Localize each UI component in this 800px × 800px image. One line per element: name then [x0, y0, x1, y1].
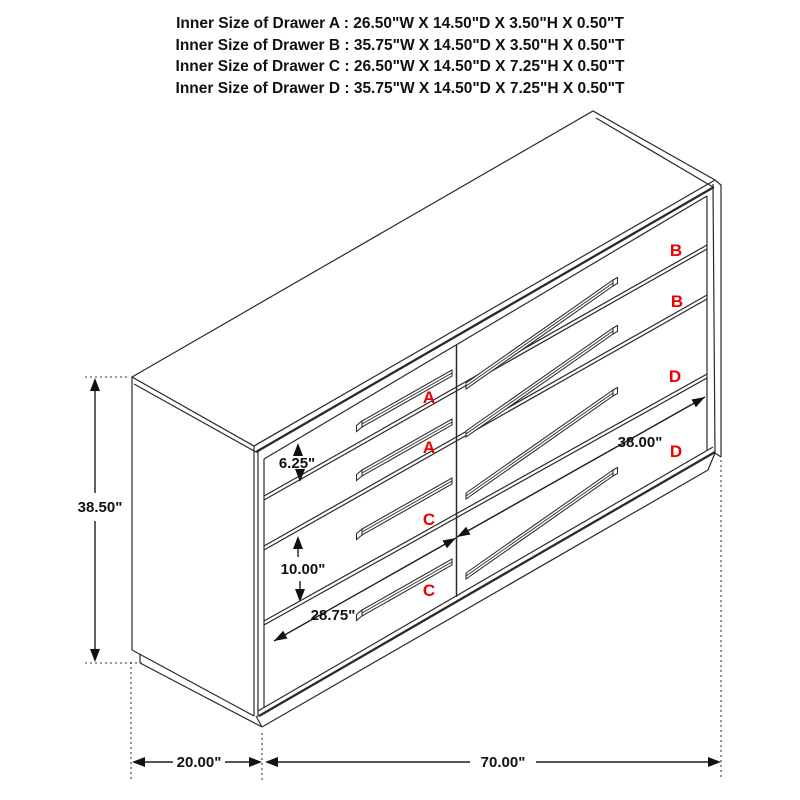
arrowhead-upper-right	[443, 538, 457, 548]
handle-end-cap	[357, 529, 363, 540]
cabinet-front-face	[258, 180, 721, 727]
drawer-inner-size-list	[0, 13, 800, 99]
handle-end-cap	[613, 468, 618, 477]
handle-midline	[466, 393, 613, 496]
handle-midline	[466, 283, 613, 386]
bottom-edge-thick	[259, 452, 715, 716]
drawer-a-size-text: Inner Size of Drawer A : 26.50"W X 14.50"D X 3.50"H X 0.50"T	[176, 15, 624, 32]
row-boundary-3b	[264, 378, 707, 625]
arrowhead-up	[90, 378, 100, 391]
handle-midline	[362, 373, 452, 424]
front-right-edge	[713, 184, 715, 453]
drawer-b-size-text: Inner Size of Drawer B : 35.75"W X 14.50"D X 3.50"H X 0.50"T	[175, 36, 625, 54]
drawer-label-c-bottom: C	[422, 581, 436, 600]
handle-end-cap	[613, 326, 618, 335]
handle-midline	[466, 331, 613, 434]
drawer-label-b-top: B	[669, 241, 683, 260]
small-drawer-height-text: 6.25"	[278, 455, 316, 472]
bottom-edge-upper	[258, 447, 713, 711]
handle-end-cap	[357, 470, 363, 481]
arrowhead-lower-left	[457, 527, 471, 537]
arrowhead-down	[90, 649, 100, 662]
side-bottom-edge	[132, 650, 254, 716]
row-boundary-2b	[264, 299, 707, 550]
drawer-label-a-bottom: A	[422, 438, 436, 457]
handle-end-cap	[357, 421, 363, 432]
arrowhead-upper-right	[692, 397, 706, 407]
left-drawer-width-text: 28.75"	[310, 607, 356, 624]
handle-drawer-a-bottom	[357, 419, 453, 481]
top-lip-right	[596, 118, 713, 187]
arrowhead-left	[265, 757, 278, 767]
depth-dimension-text: 20.00"	[176, 754, 222, 771]
right-drawer-width-text: 38.00"	[617, 434, 663, 451]
arrowhead-left	[132, 757, 145, 767]
plinth-side-bottom	[140, 663, 262, 727]
drawer-c-size-text: Inner Size of Drawer C : 26.50"W X 14.50"D X 7.25"H X 0.50"T	[175, 58, 625, 75]
handle-drawer-c-top	[357, 478, 453, 540]
handle-end-cap	[613, 388, 618, 397]
arrowhead-lower-left	[274, 631, 288, 641]
drawer-label-d-bottom: D	[669, 442, 683, 461]
right-side-sliver	[715, 180, 721, 457]
handle-end-cap	[357, 610, 363, 621]
drawer-d-size-text: Inner Size of Drawer D : 35.75"W X 14.50"D X 7.25"H X 0.50"T	[175, 79, 625, 97]
height-dimension-text: 38.50"	[77, 499, 123, 516]
dimension-large-drawer-height	[281, 536, 326, 602]
top-lip-left	[134, 384, 256, 452]
dimension-depth	[131, 662, 262, 780]
drawer-handles	[357, 278, 618, 621]
right-bottom-corner	[715, 453, 721, 457]
handle-end-cap	[613, 278, 618, 287]
large-drawer-height-text: 10.00"	[280, 561, 326, 578]
handle-midline	[362, 562, 452, 613]
drawer-label-d-top: D	[668, 367, 682, 386]
arrowhead-right	[708, 757, 721, 767]
arrowhead-down	[295, 589, 305, 602]
handle-drawer-d-bottom	[466, 468, 618, 580]
arrowhead-up	[293, 536, 303, 549]
dimension-small-drawer-height	[279, 443, 315, 482]
arrowhead-right	[249, 757, 262, 767]
drawer-label-a-top: A	[422, 388, 436, 407]
width-dimension-text: 70.00"	[480, 754, 526, 771]
drawer-label-b-bottom: B	[670, 292, 684, 311]
drawer-label-c-top: C	[422, 510, 436, 529]
cabinet-left-side-panel	[132, 377, 262, 727]
